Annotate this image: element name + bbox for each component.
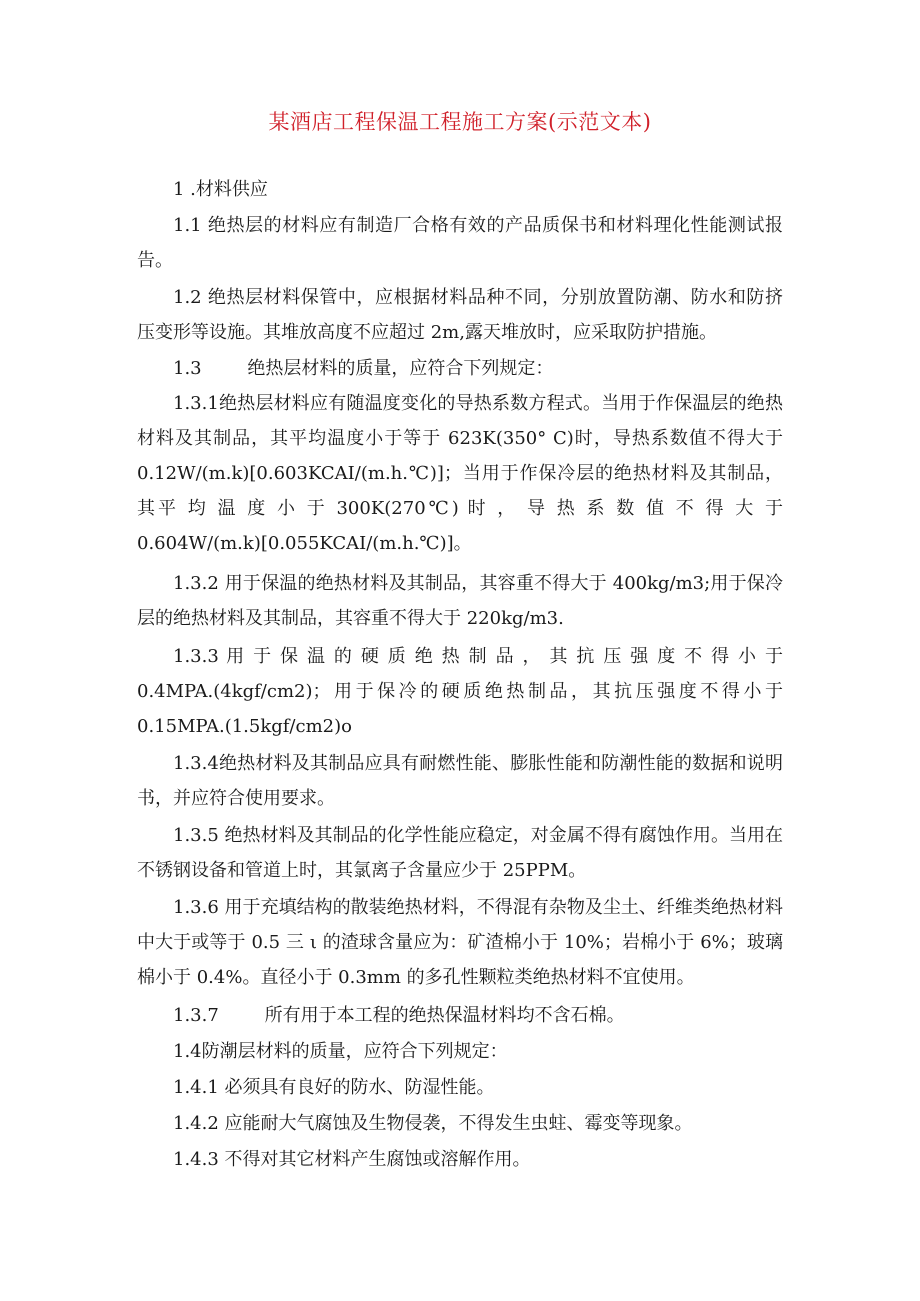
paragraph-1-3-7: 1.3.7 所有用于本工程的绝热保温材料均不含石棉。 — [173, 1005, 625, 1026]
paragraph-1-4-3: 1.4.3 不得对其它材料产生腐蚀或溶解作用。 — [173, 1149, 531, 1170]
paragraph-1-3-5: 1.3.5 绝热材料及其制品的化学性能应稳定，对金属不得有腐蚀作用。当用在不锈钢设备和管道上时，其氯离子含量应少于 25PPM。 — [137, 825, 783, 881]
paragraph-1-3-6: 1.3.6 用于充填结构的散装绝热材料，不得混有杂物及尘土、纤维类绝热材料中大于或等于 0.5 三 ι 的渣球含量应为：矿渣棉小于 10%；岩棉小于 6%；玻璃棉小于 0.4%。直径小于 0.3mm 的多孔性颗粒类绝热材料不宜使用。 — [137, 897, 783, 988]
paragraph-1: 1 .材料供应 — [173, 179, 268, 200]
paragraph-1-1: 1.1 绝热层的材料应有制造厂合格有效的产品质保书和材料理化性能测试报告。 — [137, 215, 783, 271]
paragraph-1-2: 1.2 绝热层材料保管中，应根据材料品种不同，分别放置防潮、防水和防挤压变形等设施。其堆放高度不应超过 2m,露天堆放时，应采取防护措施。 — [137, 287, 783, 343]
paragraph-1-4-2: 1.4.2 应能耐大气腐蚀及生物侵袭，不得发生虫蛀、霉变等现象。 — [173, 1113, 693, 1134]
paragraph-1-3-1: 1.3.1绝热层材料应有随温度变化的导热系数方程式。当用于作保温层的绝热材料及其制品，其平均温度小于等于 623K(350° C)时，导热系数值不得大于 0.12W/(m.k)[0.603KCAI/(m.h.℃)]；当用于作保冷层的绝热材料及其制品，其平 均 温 度 小 于 300K(270℃) 时 ， 导 热 系 数 值 不 得 大 于 0.604W/(m.k)[0.055KCAI/(m.h.℃)]。 — [137, 393, 783, 554]
paragraph-1-4: 1.4防潮层材料的质量，应符合下列规定： — [173, 1041, 508, 1062]
paragraph-1-3: 1.3 绝热层材料的质量，应符合下列规定： — [173, 358, 554, 379]
paragraph-1-4-1: 1.4.1 必须具有良好的防水、防湿性能。 — [173, 1077, 495, 1098]
paragraph-1-3-2: 1.3.2 用于保温的绝热材料及其制品，其容重不得大于 400kg/m3;用于保冷层的绝热材料及其制品，其容重不得大于 220kg/m3. — [137, 573, 783, 629]
paragraph-1-3-3: 1.3.3 用 于 保 温 的 硬 质 绝 热 制 品 ， 其 抗 压 强 度 不 得 小 于 0.4MPA.(4kgf/cm2)；用于保冷的硬质绝热制品，其抗压强度不得小于 0.15MPA.(1.5kgf/cm2)o — [137, 646, 783, 737]
document-title: 某酒店工程保温工程施工方案(示范文本) — [268, 110, 652, 134]
paragraph-1-3-4: 1.3.4绝热材料及其制品应具有耐燃性能、膨胀性能和防潮性能的数据和说明书，并应符合使用要求。 — [137, 753, 783, 809]
